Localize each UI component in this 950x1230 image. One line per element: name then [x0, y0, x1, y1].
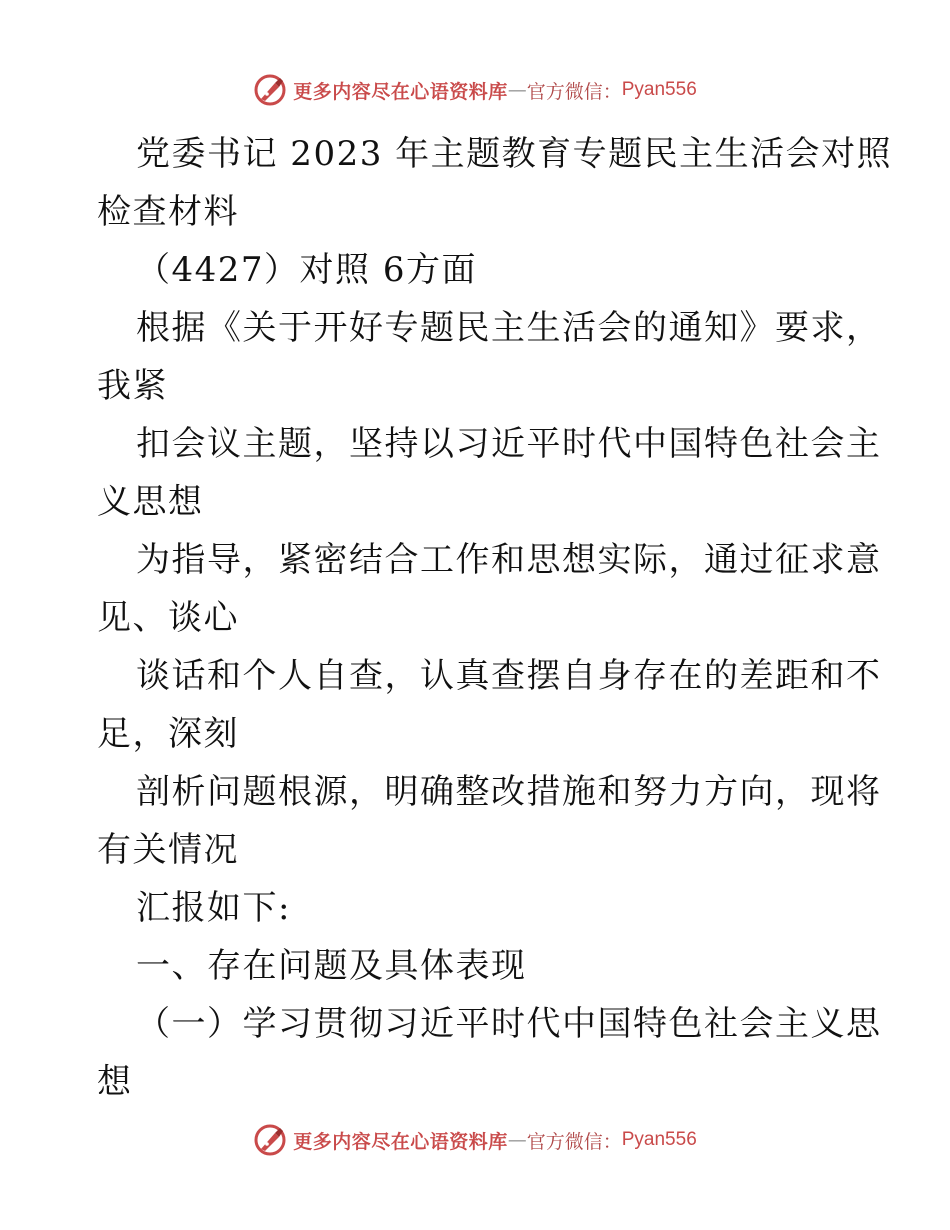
section-heading: 一、存在问题及具体表现: [136, 946, 527, 986]
paragraph-line: 根据《关于开好专题民主生活会的通知》要求，: [136, 308, 882, 348]
pen-nib-logo-icon: [253, 73, 287, 107]
paragraph-line: 剖析问题根源，明确整改措施和努力方向，现将: [136, 772, 882, 812]
watermark-brand-text: 更多内容尽在心语资料库: [293, 80, 508, 103]
paragraph-line: 我紧: [97, 366, 168, 406]
watermark-wechat-id: Pyan556: [621, 79, 697, 100]
paragraph-line: 见、谈心: [97, 598, 239, 638]
subsection-heading: （一）学习贯彻习近平时代中国特色社会主义思: [136, 1004, 882, 1044]
subsection-heading-continued: 想: [97, 1062, 133, 1102]
title-line-2: 检查材料: [97, 192, 239, 232]
watermark-wechat-label: 官方微信：: [526, 80, 622, 103]
paragraph-line: 为指导，紧密结合工作和思想实际，通过征求意: [136, 540, 882, 580]
watermark-separator: —: [507, 1129, 527, 1151]
watermark-wechat-id: Pyan556: [621, 1129, 697, 1150]
paragraph-line: 义思想: [97, 482, 204, 522]
watermark-separator: —: [507, 79, 527, 101]
paragraph-line: 扣会议主题，坚持以习近平时代中国特色社会主: [136, 424, 882, 464]
paragraph-line: 汇报如下:: [136, 888, 291, 928]
pen-nib-logo-icon: [253, 1123, 287, 1157]
watermark-brand-text: 更多内容尽在心语资料库: [293, 1130, 508, 1153]
paragraph-line: 谈话和个人自查，认真查摆自身存在的差距和不: [136, 656, 882, 696]
document-body: [97, 125, 893, 1111]
watermark-wechat-label: 官方微信：: [526, 1130, 622, 1153]
paragraph-line: 有关情况: [97, 830, 239, 870]
paragraph-line: 足，深刻: [97, 714, 239, 754]
subtitle-line: （4427）对照 6方面: [136, 250, 477, 290]
title-line-1: 党委书记 2023 年主题教育专题民主生活会对照: [136, 134, 893, 174]
header-watermark-banner: [0, 70, 950, 110]
footer-watermark-banner: [0, 1120, 950, 1160]
